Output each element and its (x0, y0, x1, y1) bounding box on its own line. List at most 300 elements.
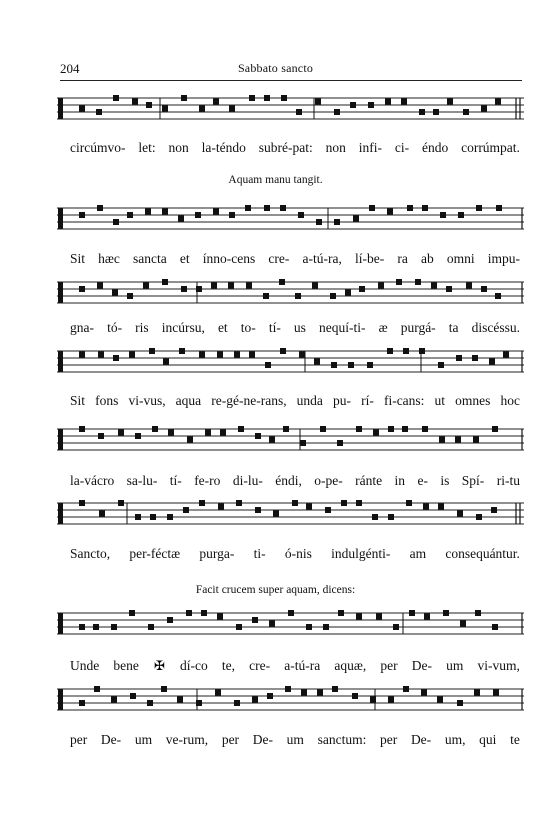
neume-note (415, 279, 421, 285)
neume-note (387, 348, 393, 354)
neume-note (299, 352, 305, 358)
lyric-line (70, 732, 520, 748)
neume-note (167, 514, 173, 520)
neume-note (97, 205, 103, 211)
neume-note (229, 106, 235, 112)
neume-note (162, 209, 168, 215)
neume-note (334, 219, 340, 225)
lyric-syllable: aqua (175, 393, 202, 408)
lyric-syllable: ta (448, 320, 459, 335)
neume-note (79, 212, 85, 218)
neume-note (431, 283, 437, 289)
neume-note (213, 209, 219, 215)
lyric-syllable: incúrsu, (161, 320, 205, 335)
neume-note (79, 624, 85, 630)
neume-note (162, 106, 168, 112)
clef-icon (58, 503, 63, 524)
lyric-line (70, 251, 520, 267)
lyric-syllable: De- (252, 732, 273, 747)
lyric-syllable: vi-vum, (477, 658, 520, 673)
lyric-syllable: fi-cans: (383, 393, 425, 408)
neume-note (130, 693, 136, 699)
lyric-syllable: lí-be- (354, 251, 385, 266)
neume-note (315, 99, 321, 105)
neume-note (255, 507, 261, 513)
lyric-syllable: éndi, (275, 473, 302, 488)
lyric-syllable: la-téndo (201, 140, 246, 155)
neume-note (146, 102, 152, 108)
lyric-syllable: omnes (455, 393, 491, 408)
rubric: Facit crucem super aquam, dicens: (195, 584, 356, 596)
neume-note (234, 352, 240, 358)
lyric-syllable: ve-rum, (165, 732, 209, 747)
neume-note (300, 440, 306, 446)
lyric-syllable: e- (417, 473, 428, 488)
lyric-syllable: a-tú-ra, (302, 251, 342, 266)
neume-note (167, 617, 173, 623)
lyric-syllable: Sit (70, 393, 86, 408)
neume-note (438, 504, 444, 510)
staff-notation (57, 205, 524, 239)
neume-note (143, 283, 149, 289)
neume-note (195, 212, 201, 218)
neume-note (373, 430, 379, 436)
lyric-syllable: purga- (199, 546, 235, 561)
neume-note (152, 426, 158, 432)
neume-note (280, 348, 286, 354)
neume-note (220, 430, 226, 436)
neume-note (356, 426, 362, 432)
neume-note (93, 624, 99, 630)
neume-note (186, 610, 192, 616)
lyric-syllable: Unde (70, 658, 100, 673)
neume-note (298, 212, 304, 218)
page-number: 204 (60, 61, 80, 76)
neume-note (443, 610, 449, 616)
neume-note (264, 95, 270, 101)
chant-staff (57, 279, 524, 313)
neume-note (474, 690, 480, 696)
lyric-syllable: a-tú-ra (284, 658, 321, 673)
lyric-syllable: De- (100, 732, 122, 747)
neume-note (113, 219, 119, 225)
lyric-syllable: tó- (107, 320, 123, 335)
neume-note (393, 624, 399, 630)
lyric-syllable: to- (240, 320, 256, 335)
neume-note (217, 352, 223, 358)
lyric-syllable: ci- (394, 140, 410, 155)
chant-staff (57, 686, 524, 720)
neume-note (437, 697, 443, 703)
neume-note (493, 690, 499, 696)
neume-note (199, 352, 205, 358)
neume-note (306, 624, 312, 630)
staff-notation (57, 610, 524, 644)
neume-note (424, 614, 430, 620)
neume-note (325, 507, 331, 513)
neume-note (503, 352, 509, 358)
neume-note (264, 205, 270, 211)
lyric-syllable: discéssu. (471, 320, 520, 335)
neume-note (252, 697, 258, 703)
neume-note (113, 95, 119, 101)
neume-note (111, 624, 117, 630)
lyric-syllable: omni (446, 251, 475, 266)
neume-note (473, 437, 479, 443)
lyric-syllable: sanctum: (317, 732, 367, 747)
neume-note (181, 286, 187, 292)
neume-note (292, 500, 298, 506)
neume-note (79, 700, 85, 706)
neume-note (463, 109, 469, 115)
neume-note (476, 205, 482, 211)
neume-note (447, 99, 453, 105)
neume-note (345, 290, 351, 296)
clef-icon (58, 429, 63, 450)
neume-note (331, 362, 337, 368)
neume-note (161, 686, 167, 692)
neume-note (279, 279, 285, 285)
neume-note (127, 212, 133, 218)
neume-note (215, 690, 221, 696)
lyric-syllable: gna- (70, 320, 94, 335)
neume-note (118, 430, 124, 436)
neume-note (460, 621, 466, 627)
neume-note (378, 283, 384, 289)
lyric-syllable: let: (138, 140, 156, 155)
lyric-syllable: ris (135, 320, 149, 335)
neume-note (168, 430, 174, 436)
neume-note (246, 283, 252, 289)
lyric-syllable: hoc (500, 393, 520, 408)
neume-note (129, 352, 135, 358)
staff-notation (57, 426, 524, 460)
lyric-syllable: am (409, 546, 427, 561)
lyric-syllable: purgá- (400, 320, 436, 335)
neume-note (288, 610, 294, 616)
neume-note (113, 355, 119, 361)
lyric-syllable: di-lu- (232, 473, 263, 488)
staff-notation (57, 95, 524, 129)
neume-note (457, 511, 463, 517)
neume-note (352, 693, 358, 699)
neume-note (422, 426, 428, 432)
neume-note (280, 205, 286, 211)
neume-note (421, 690, 427, 696)
neume-note (269, 621, 275, 627)
neume-note (359, 286, 365, 292)
rubric: Aquam manu tangit. (228, 174, 323, 186)
lyric-syllable: éndo (421, 140, 449, 155)
neume-note (135, 433, 141, 439)
neume-note (368, 102, 374, 108)
neume-note (475, 610, 481, 616)
chant-staff (57, 610, 524, 644)
neume-note (295, 293, 301, 299)
neume-note (423, 504, 429, 510)
lyric-syllable: cre- (268, 251, 290, 266)
neume-note (387, 209, 393, 215)
neume-note (317, 690, 323, 696)
lyric-syllable: re-gé-ne-rans, (211, 393, 287, 408)
neume-note (401, 99, 407, 105)
lyric-syllable: ti- (253, 546, 266, 561)
lyric-syllable: um (286, 732, 304, 747)
lyric-syllable: subré-pat: (258, 140, 313, 155)
lyric-syllable: æ (378, 320, 388, 335)
neume-note (385, 99, 391, 105)
neume-note (388, 426, 394, 432)
neume-note (419, 109, 425, 115)
lyric-syllable: te (510, 732, 520, 747)
lyric-syllable: bene (113, 658, 139, 673)
neume-note (129, 610, 135, 616)
header-rule (60, 80, 522, 81)
neume-note (440, 212, 446, 218)
lyric-syllable: fe-ro (194, 473, 221, 488)
neume-note (228, 283, 234, 289)
neume-note (163, 359, 169, 365)
chant-staff (57, 95, 524, 129)
neume-note (147, 700, 153, 706)
neume-note (177, 697, 183, 703)
staff-notation (57, 686, 524, 720)
neume-note (252, 617, 258, 623)
neume-note (79, 426, 85, 432)
neume-note (273, 511, 279, 517)
neume-note (446, 286, 452, 292)
clef-icon (58, 98, 63, 119)
lyric-syllable: um (446, 658, 464, 673)
lyric-syllable: per (380, 732, 398, 747)
neume-note (283, 426, 289, 432)
lyric-syllable: te, (221, 658, 236, 673)
neume-note (306, 504, 312, 510)
lyric-syllable: ab (420, 251, 434, 266)
neume-note (334, 109, 340, 115)
lyric-syllable: et (217, 320, 228, 335)
lyric-syllable: tí- (169, 473, 182, 488)
neume-note (422, 205, 428, 211)
neume-note (149, 348, 155, 354)
clef-icon (58, 282, 63, 303)
neume-note (356, 500, 362, 506)
lyric-line (70, 140, 520, 156)
neume-note (455, 437, 461, 443)
neume-note (458, 212, 464, 218)
lyric-syllable: qui (479, 732, 497, 747)
neume-note (406, 500, 412, 506)
neume-note (409, 610, 415, 616)
neume-note (388, 697, 394, 703)
lyric-syllable: um (134, 732, 153, 747)
staff-notation (57, 348, 524, 382)
lyric-syllable: tí- (268, 320, 281, 335)
clef-icon (58, 351, 63, 372)
neume-note (439, 437, 445, 443)
lyric-line (70, 393, 520, 409)
lyric-syllable: ra (397, 251, 408, 266)
neume-note (369, 205, 375, 211)
lyric-syllable: ránte (355, 473, 383, 488)
neume-note (178, 216, 184, 222)
neume-note (79, 106, 85, 112)
lyric-syllable: la-vácro (70, 473, 115, 488)
neume-note (316, 219, 322, 225)
neume-note (492, 426, 498, 432)
neume-note (337, 440, 343, 446)
lyric-syllable: in (394, 473, 406, 488)
neume-note (79, 500, 85, 506)
neume-note (187, 437, 193, 443)
lyric-syllable: circúmvo- (70, 140, 126, 155)
neume-note (229, 212, 235, 218)
neume-note (433, 109, 439, 115)
lyric-syllable: us (293, 320, 306, 335)
neume-note (255, 433, 261, 439)
neume-note (98, 352, 104, 358)
neume-note (312, 283, 318, 289)
neume-note (267, 693, 273, 699)
neume-note (320, 426, 326, 432)
lyric-syllable: indulgénti- (331, 546, 391, 561)
neume-note (456, 355, 462, 361)
neume-note (353, 216, 359, 222)
neume-note (492, 624, 498, 630)
lyric-syllable: cre- (249, 658, 271, 673)
neume-note (419, 348, 425, 354)
neume-note (472, 355, 478, 361)
cross-icon: ✠ (153, 658, 165, 673)
neume-note (99, 511, 105, 517)
neume-note (350, 102, 356, 108)
lyric-syllable: rí- (361, 393, 374, 408)
lyric-line (70, 320, 520, 336)
neume-note (201, 610, 207, 616)
neume-note (132, 99, 138, 105)
neume-note (135, 514, 141, 520)
neume-note (407, 205, 413, 211)
neume-note (98, 433, 104, 439)
lyric-syllable: is (440, 473, 450, 488)
neume-note (491, 507, 497, 513)
neume-note (285, 686, 291, 692)
neume-note (481, 106, 487, 112)
neume-note (281, 95, 287, 101)
neume-note (238, 426, 244, 432)
neume-note (79, 286, 85, 292)
neume-note (495, 99, 501, 105)
lyric-syllable: ut (434, 393, 446, 408)
chant-staff (57, 348, 524, 382)
neume-note (111, 697, 117, 703)
lyric-syllable: aquæ, (334, 658, 367, 673)
neume-note (245, 205, 251, 211)
lyric-syllable: impu- (487, 251, 520, 266)
neume-note (403, 686, 409, 692)
neume-note (183, 507, 189, 513)
neume-note (94, 686, 100, 692)
neume-note (145, 209, 151, 215)
neume-note (118, 500, 124, 506)
neume-note (162, 279, 168, 285)
neume-note (150, 514, 156, 520)
neume-note (205, 430, 211, 436)
lyric-syllable: sancta (133, 251, 167, 266)
neume-note (348, 362, 354, 368)
staff-notation (57, 500, 524, 534)
neume-note (341, 500, 347, 506)
neume-note (236, 624, 242, 630)
neume-note (181, 95, 187, 101)
lyric-line (70, 473, 520, 489)
neume-note (269, 437, 275, 443)
neume-note (263, 293, 269, 299)
neume-note (218, 504, 224, 510)
neume-note (96, 109, 102, 115)
lyric-syllable: fons (95, 393, 119, 408)
neume-note (265, 362, 271, 368)
chant-staff (57, 500, 524, 534)
neume-note (234, 700, 240, 706)
lyric-syllable: per (70, 732, 88, 747)
neume-note (199, 106, 205, 112)
lyric-syllable: et (179, 251, 190, 266)
neume-note (148, 624, 154, 630)
running-head: Sabbato sancto (237, 61, 314, 75)
neume-note (481, 286, 487, 292)
lyric-syllable: pu- (333, 393, 352, 408)
neume-note (338, 610, 344, 616)
lyric-syllable: ínno-cens (202, 251, 256, 266)
neume-note (457, 700, 463, 706)
neume-note (496, 205, 502, 211)
lyric-syllable: non (325, 140, 346, 155)
clef-icon (58, 613, 63, 634)
staff-notation (57, 279, 524, 313)
lyric-syllable: per-féctæ (129, 546, 181, 561)
lyric-line (70, 546, 520, 562)
lyric-syllable: hæc (98, 251, 120, 266)
neume-note (301, 690, 307, 696)
lyric-syllable: consequántur. (445, 546, 520, 561)
lyric-syllable: um, (444, 732, 466, 747)
neume-note (211, 283, 217, 289)
neume-note (199, 500, 205, 506)
neume-note (376, 614, 382, 620)
neume-note (489, 359, 495, 365)
neume-note (403, 348, 409, 354)
neume-note (402, 426, 408, 432)
lyric-line (70, 658, 520, 674)
lyric-syllable: nequí-ti- (319, 320, 366, 335)
clef-icon (58, 208, 63, 229)
clef-icon (58, 689, 63, 710)
neume-note (127, 293, 133, 299)
lyric-syllable: sa-lu- (126, 473, 158, 488)
neume-note (332, 686, 338, 692)
neume-note (466, 283, 472, 289)
chant-staff (57, 426, 524, 460)
lyric-syllable: De- (411, 658, 432, 673)
lyric-syllable: unda (296, 393, 323, 408)
neume-note (112, 290, 118, 296)
neume-note (213, 99, 219, 105)
neume-note (236, 500, 242, 506)
neume-note (476, 514, 482, 520)
neume-note (314, 359, 320, 365)
neume-note (372, 514, 378, 520)
